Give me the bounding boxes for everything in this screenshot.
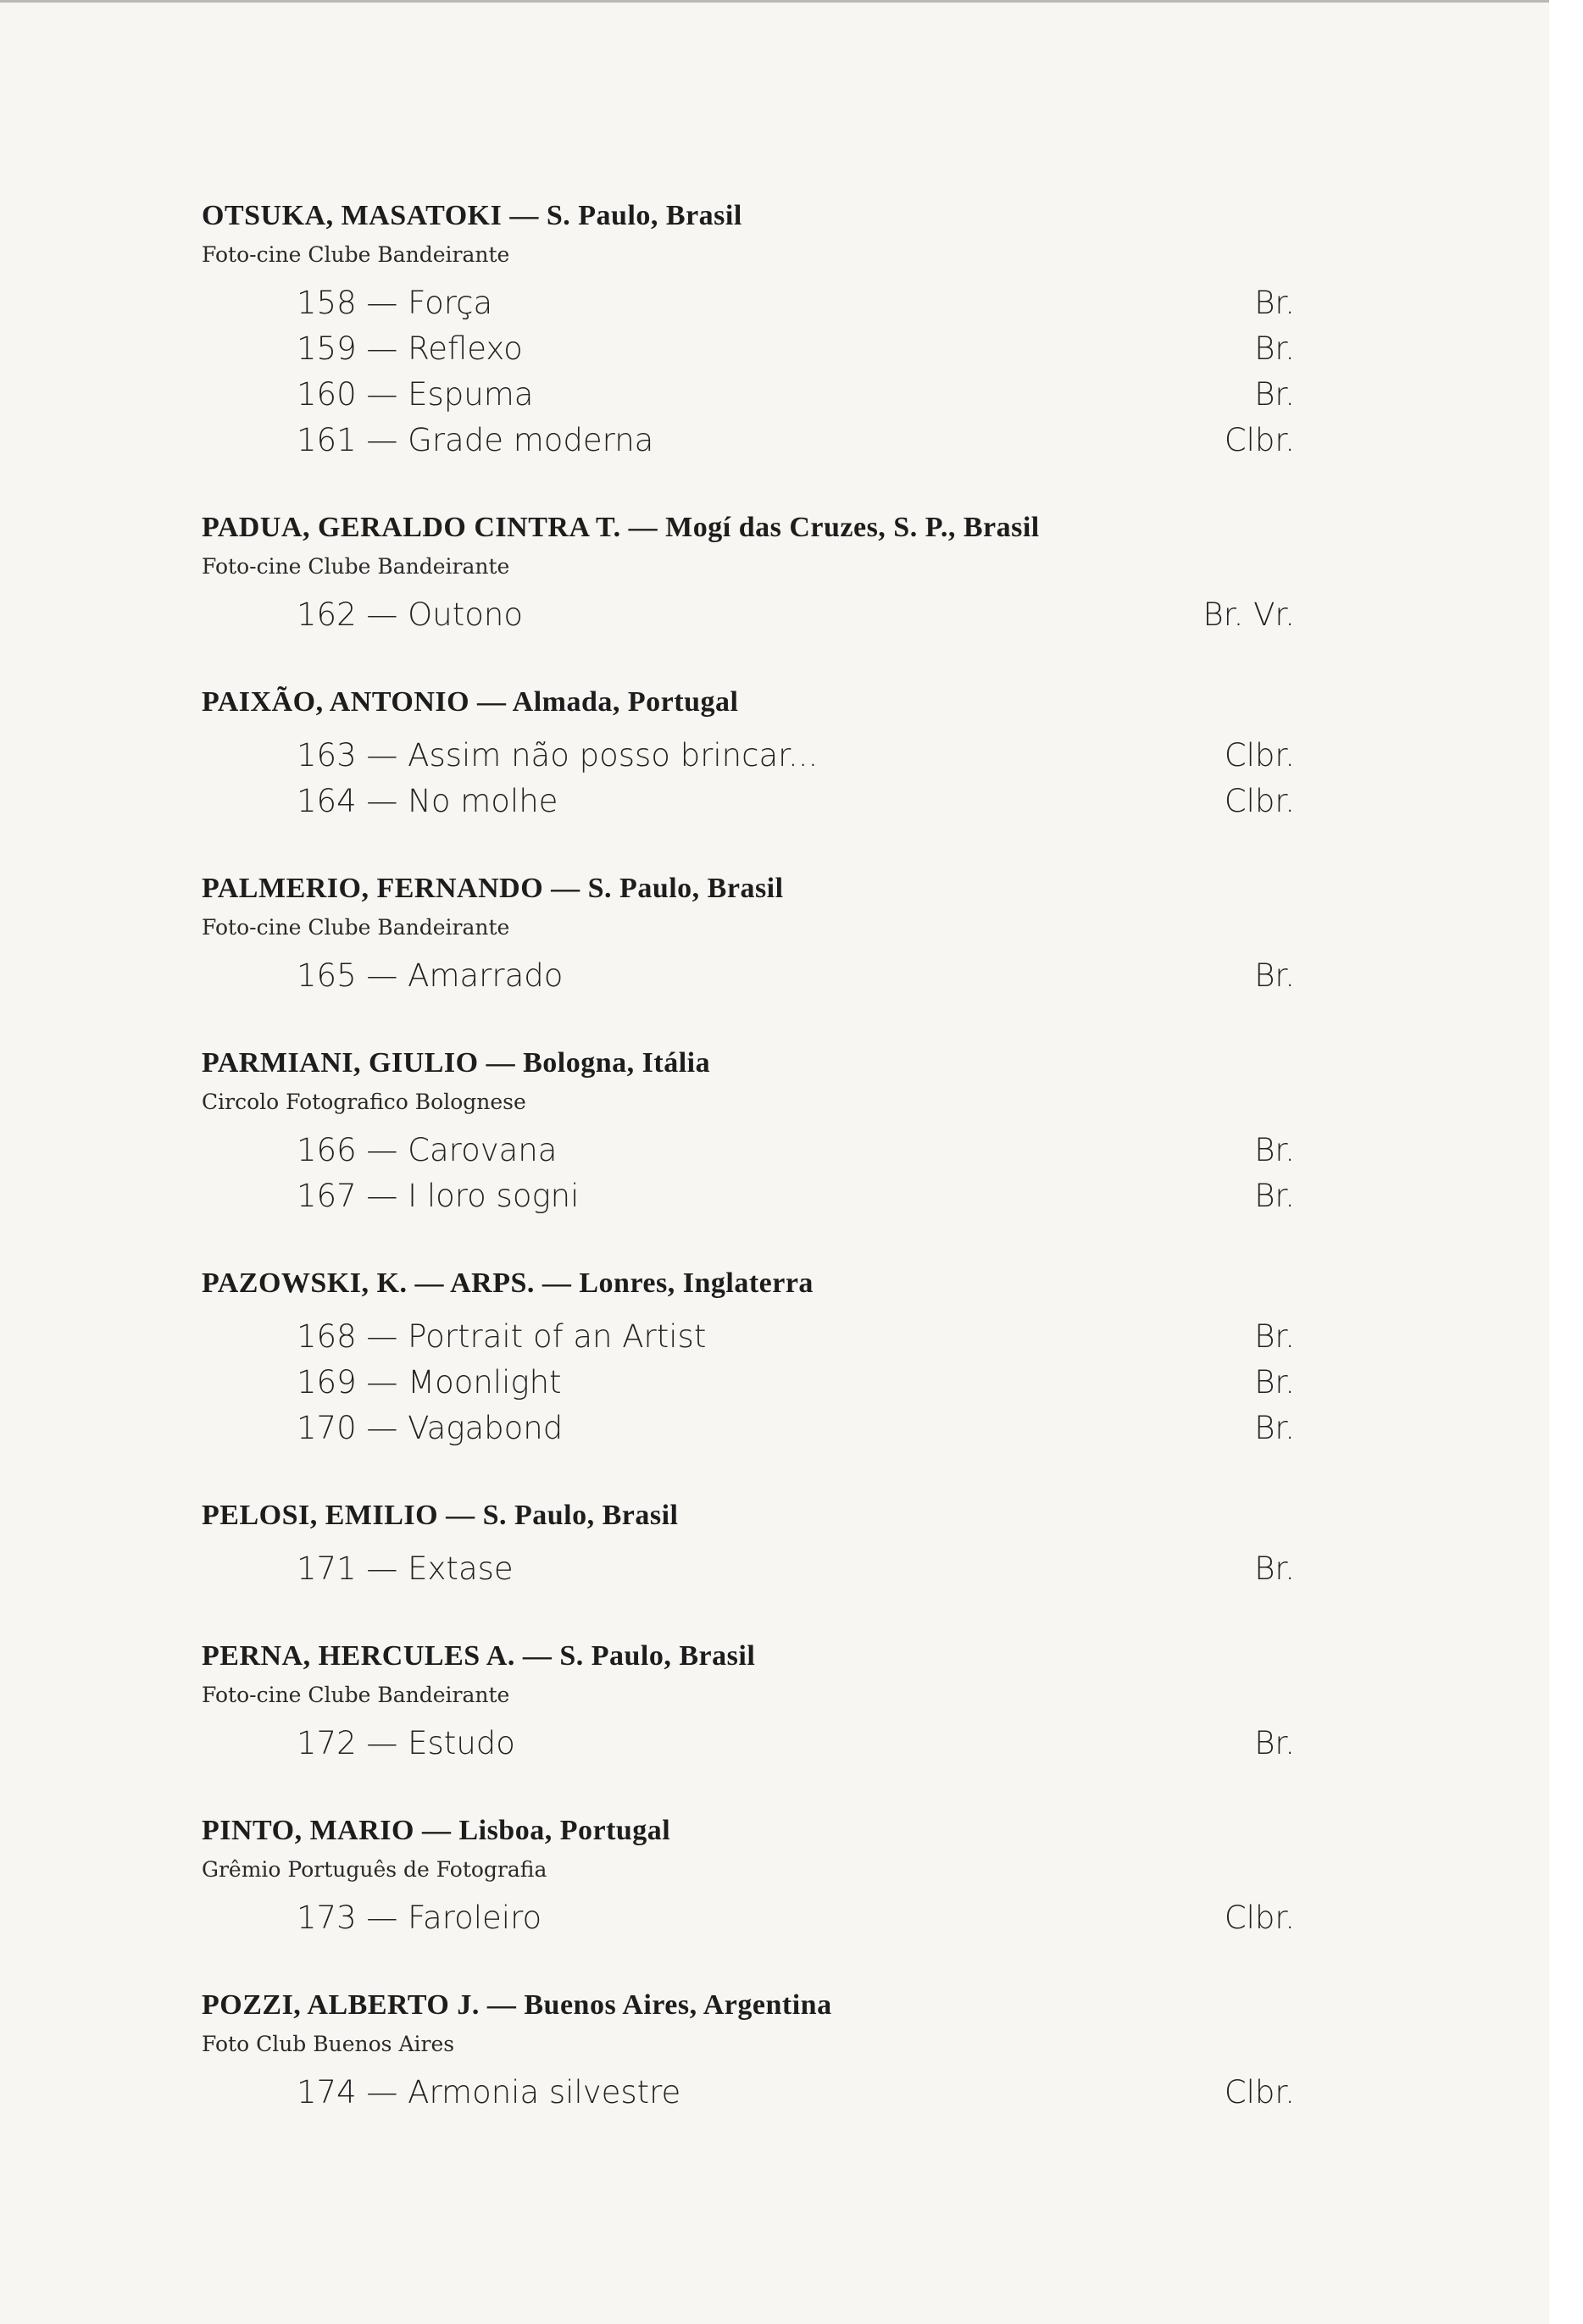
- work-category: Br.: [1254, 1178, 1295, 1214]
- author-entry: [202, 680, 1295, 824]
- work-label: [297, 592, 523, 638]
- author-heading: PALMERIO, FERNANDO — S. Paulo, Brasil: [202, 873, 784, 904]
- em-dash-separator: —: [356, 1550, 408, 1587]
- work-item: [202, 1173, 1295, 1219]
- work-number: 170: [297, 1410, 357, 1446]
- author-entry: [202, 1809, 1295, 1941]
- work-category: Clbr.: [1224, 2074, 1295, 2110]
- works-list: [202, 280, 1295, 463]
- work-title: I loro sogni: [408, 1178, 580, 1214]
- em-dash-separator: —: [356, 1132, 408, 1168]
- work-category: Br.: [1254, 330, 1295, 367]
- work-title: Amarrado: [408, 957, 564, 994]
- work-title: No molhe: [408, 783, 558, 819]
- work-title: Vagabond: [408, 1410, 564, 1446]
- work-label: [297, 1406, 563, 1451]
- work-category: Clbr.: [1224, 422, 1295, 458]
- work-number: 166: [297, 1132, 357, 1168]
- em-dash-separator: —: [356, 376, 408, 413]
- em-dash-separator: —: [356, 737, 408, 774]
- work-category: Clbr.: [1224, 783, 1295, 819]
- author-entry: [202, 194, 1295, 463]
- work-item: [202, 1895, 1295, 1941]
- work-category: Br.: [1254, 376, 1295, 413]
- work-title: Estudo: [408, 1725, 515, 1761]
- work-label: [297, 1128, 557, 1173]
- work-category: Br.: [1254, 1318, 1295, 1355]
- work-title: Assim não posso brincar...: [408, 737, 819, 774]
- work-title: Reflexo: [408, 330, 523, 367]
- work-title: Força: [408, 285, 493, 321]
- work-category: Br.: [1254, 1364, 1295, 1401]
- work-item: [202, 1406, 1295, 1451]
- author-entry: [202, 506, 1295, 638]
- works-list: [202, 953, 1295, 999]
- work-label: [297, 418, 653, 463]
- em-dash-separator: —: [356, 1725, 408, 1761]
- author-entry: [202, 1634, 1295, 1767]
- work-category: Br.: [1254, 1550, 1295, 1587]
- work-title: Outono: [408, 596, 523, 633]
- work-item: [202, 779, 1295, 824]
- works-list: [202, 733, 1295, 824]
- em-dash-separator: —: [356, 285, 408, 321]
- author-heading: PAIXÃO, ANTONIO — Almada, Portugal: [202, 686, 739, 718]
- work-number: 172: [297, 1725, 357, 1761]
- work-title: Moonlight: [408, 1364, 562, 1401]
- works-list: [202, 1721, 1295, 1767]
- work-number: 160: [297, 376, 357, 413]
- work-category: Br. Vr.: [1203, 596, 1295, 633]
- em-dash-separator: —: [356, 2074, 408, 2110]
- club-name: Circolo Fotografico Bolognese: [202, 1090, 526, 1114]
- work-label: [297, 372, 533, 418]
- work-number: 158: [297, 285, 357, 321]
- work-number: 168: [297, 1318, 357, 1355]
- work-item: [202, 1721, 1295, 1767]
- club-name: Foto-cine Clube Bandeirante: [202, 554, 510, 579]
- em-dash-separator: —: [356, 422, 408, 458]
- work-category: Br.: [1254, 285, 1295, 321]
- work-title: Extase: [408, 1550, 514, 1587]
- work-label: [297, 1360, 562, 1406]
- work-category: Br.: [1254, 1132, 1295, 1168]
- works-list: [202, 1895, 1295, 1941]
- work-item: [202, 733, 1295, 779]
- em-dash-separator: —: [356, 1364, 408, 1401]
- work-label: [297, 2070, 680, 2116]
- work-title: Faroleiro: [408, 1900, 542, 1936]
- work-category: Br.: [1254, 1410, 1295, 1446]
- work-label: [297, 326, 523, 372]
- work-label: [297, 1546, 514, 1592]
- work-number: 167: [297, 1178, 357, 1214]
- work-title: Portrait of an Artist: [408, 1318, 707, 1355]
- author-entry: [202, 1041, 1295, 1219]
- work-category: Br.: [1254, 957, 1295, 994]
- work-label: [297, 953, 563, 999]
- work-number: 171: [297, 1550, 357, 1587]
- work-item: [202, 372, 1295, 418]
- work-category: Clbr.: [1224, 1900, 1295, 1936]
- work-item: [202, 1128, 1295, 1173]
- works-list: [202, 2070, 1295, 2116]
- work-number: 164: [297, 783, 357, 819]
- work-number: 174: [297, 2074, 357, 2110]
- author-entry: [202, 1494, 1295, 1592]
- works-list: [202, 1314, 1295, 1451]
- work-category: Clbr.: [1224, 737, 1295, 774]
- work-label: [297, 1895, 542, 1941]
- work-label: [297, 733, 818, 779]
- work-item: [202, 418, 1295, 463]
- work-title: Armonia silvestre: [408, 2074, 681, 2110]
- work-label: [297, 280, 492, 326]
- author-entry: [202, 867, 1295, 999]
- author-heading: PELOSI, EMILIO — S. Paulo, Brasil: [202, 1500, 679, 1531]
- author-heading: PERNA, HERCULES A. — S. Paulo, Brasil: [202, 1640, 756, 1672]
- club-name: Foto-cine Clube Bandeirante: [202, 1683, 510, 1707]
- author-heading: OTSUKA, MASATOKI — S. Paulo, Brasil: [202, 200, 742, 231]
- work-item: [202, 1546, 1295, 1592]
- em-dash-separator: —: [356, 596, 408, 633]
- author-entry: [202, 1262, 1295, 1451]
- work-label: [297, 1314, 706, 1360]
- club-name: Foto-cine Clube Bandeirante: [202, 242, 510, 267]
- club-name: Foto-cine Clube Bandeirante: [202, 915, 510, 940]
- author-heading: PARMIANI, GIULIO — Bologna, Itália: [202, 1047, 711, 1079]
- em-dash-separator: —: [356, 1900, 408, 1936]
- work-number: 159: [297, 330, 357, 367]
- em-dash-separator: —: [356, 1318, 408, 1355]
- work-category: Br.: [1254, 1725, 1295, 1761]
- work-title: Grade moderna: [408, 422, 654, 458]
- work-item: [202, 953, 1295, 999]
- club-name: Grêmio Português de Fotografia: [202, 1857, 547, 1882]
- work-item: [202, 280, 1295, 326]
- author-heading: PADUA, GERALDO CINTRA T. — Mogí das Cruzes, S. P., Brasil: [202, 512, 1040, 543]
- work-number: 165: [297, 957, 357, 994]
- em-dash-separator: —: [356, 1410, 408, 1446]
- works-list: [202, 1128, 1295, 1219]
- works-list: [202, 592, 1295, 638]
- work-label: [297, 1173, 579, 1219]
- work-item: [202, 1314, 1295, 1360]
- author-heading: PINTO, MARIO — Lisboa, Portugal: [202, 1815, 671, 1846]
- work-label: [297, 779, 558, 824]
- author-heading: POZZI, ALBERTO J. — Buenos Aires, Argentina: [202, 1989, 832, 2021]
- em-dash-separator: —: [356, 783, 408, 819]
- work-item: [202, 1360, 1295, 1406]
- author-entry: [202, 1983, 1295, 2116]
- author-heading: PAZOWSKI, K. — ARPS. — Lonres, Inglaterra: [202, 1267, 814, 1299]
- work-number: 169: [297, 1364, 357, 1401]
- catalog-entries: [202, 194, 1295, 2158]
- work-label: [297, 1721, 515, 1767]
- em-dash-separator: —: [356, 957, 408, 994]
- work-number: 173: [297, 1900, 357, 1936]
- works-list: [202, 1546, 1295, 1592]
- work-title: Carovana: [408, 1132, 558, 1168]
- work-title: Espuma: [408, 376, 534, 413]
- work-number: 162: [297, 596, 357, 633]
- work-item: [202, 2070, 1295, 2116]
- work-item: [202, 326, 1295, 372]
- em-dash-separator: —: [356, 330, 408, 367]
- club-name: Foto Club Buenos Aires: [202, 2032, 455, 2056]
- em-dash-separator: —: [356, 1178, 408, 1214]
- work-item: [202, 592, 1295, 638]
- work-number: 163: [297, 737, 357, 774]
- work-number: 161: [297, 422, 357, 458]
